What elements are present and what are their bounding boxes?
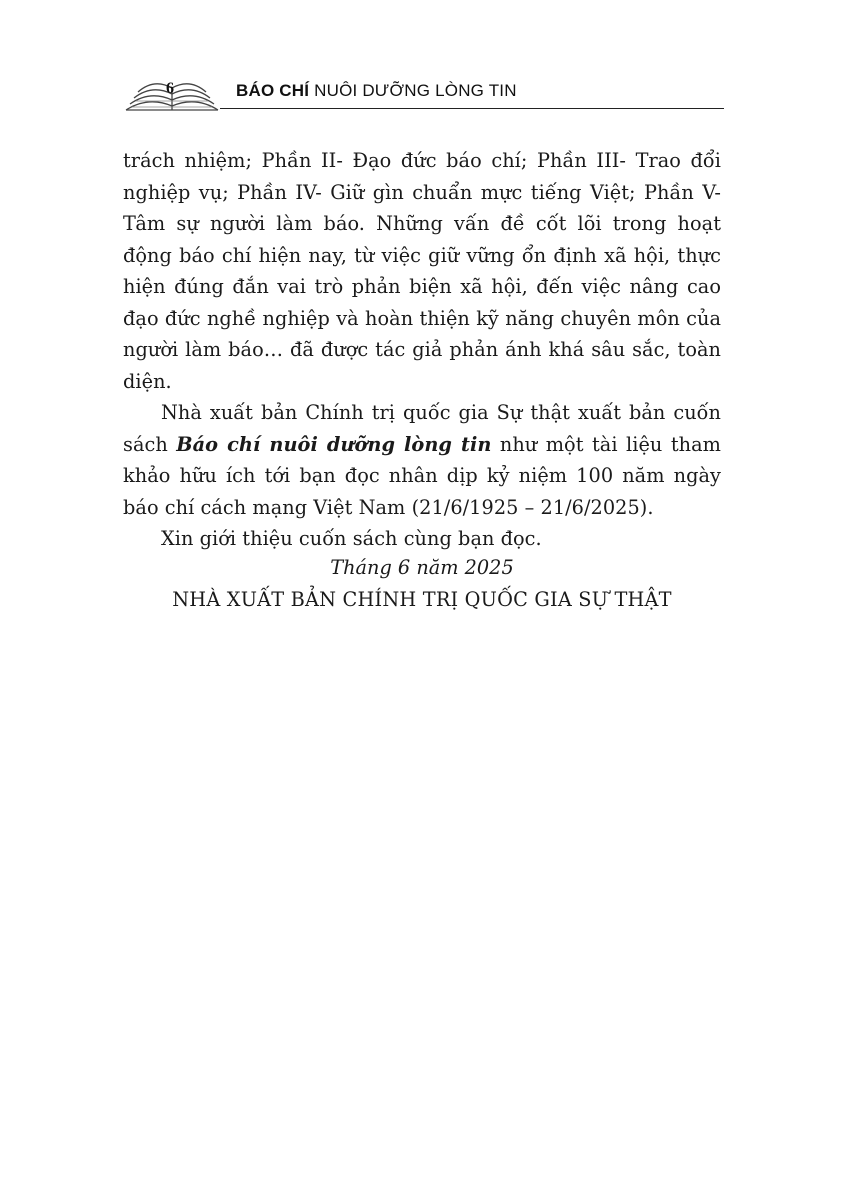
paragraph-2: [123, 397, 721, 523]
running-title: [236, 81, 517, 101]
running-title-bold: BÁO CHÍ: [236, 81, 310, 100]
paragraph-3: Xin giới thiệu cuốn sách cùng bạn đọc.: [161, 527, 542, 550]
signature-date: Tháng 6 năm 2025: [330, 556, 514, 579]
book-title: Báo chí nuôi dưỡng lòng tin: [176, 432, 492, 456]
paragraph-2-end: như một tài liệu tham khảo hữu ích tới bạn đọc nhân dịp kỷ niệm 100 năm ngày báo chí cách mạng Việt Nam (21/6/1925 – 21/6/2025).: [123, 432, 721, 519]
paragraph-2-start: Nhà xuất bản Chính trị quốc gia Sự thật xuất bản cuốn sách: [123, 401, 721, 456]
publisher-name: NHÀ XUẤT BẢN CHÍNH TRỊ QUỐC GIA SỰ THẬT: [172, 588, 672, 611]
paragraph-1: trách nhiệm; Phần II- Đạo đức báo chí; Phần III- Trao đổi nghiệp vụ; Phần IV- Giữ gìn chuẩn mực tiếng Việt; Phần V- Tâm sự người làm báo. Những vấn đề cốt lõi trong hoạt động báo chí hiện nay, từ việc giữ vững ổn định xã hội, thực hiện đúng đắn vai trò phản biện xã hội, đến việc nâng cao đạo đức nghề nghiệp và hoàn thiện kỹ năng chuyên môn của người làm báo… đã được tác giả phản ánh khá sâu sắc, toàn diện.: [123, 149, 721, 393]
header-divider: [220, 108, 724, 109]
running-header: [122, 70, 724, 114]
page-number: 6: [166, 80, 174, 97]
running-title-rest: NUÔI DƯỠNG LÒNG TIN: [309, 81, 517, 100]
body-text: [123, 145, 721, 555]
